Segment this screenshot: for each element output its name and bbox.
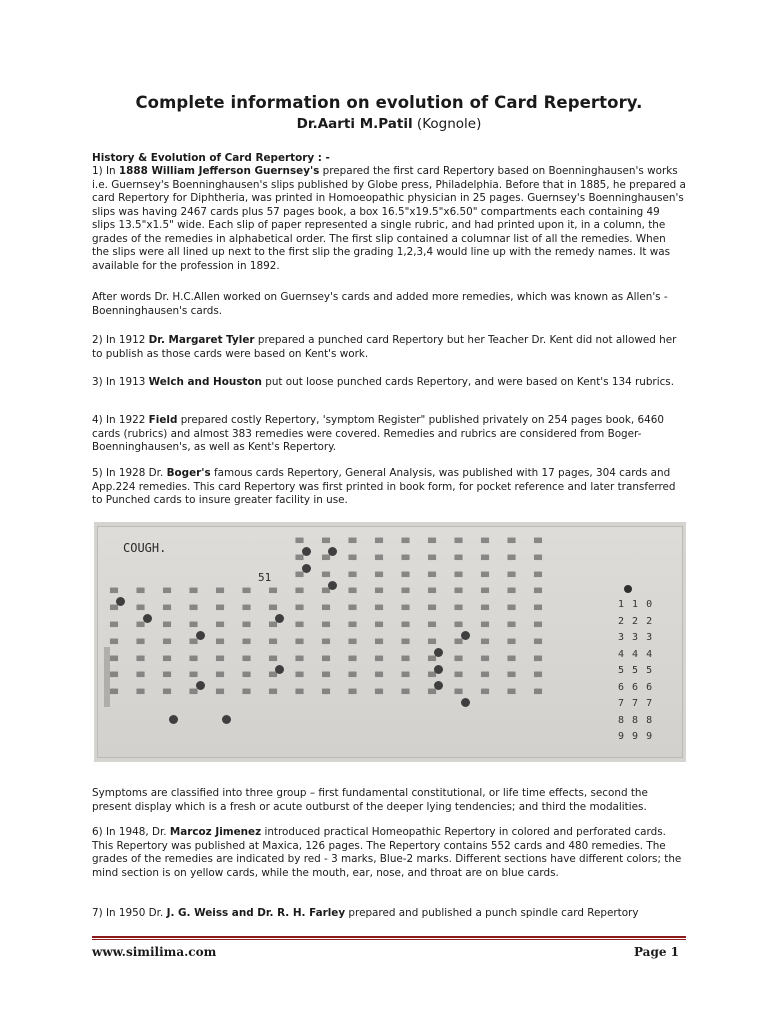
- card-remedy-abbrev: ████: [401, 572, 409, 578]
- paragraph-4: 3) In 1913 Welch and Houston put out loose punched cards Repertory, and were based on Kent's 134 rubrics.: [92, 376, 675, 388]
- card-remedy-abbrev: ████: [269, 623, 277, 628]
- card-remedy-abbrev: ████: [322, 555, 330, 561]
- card-remedy-abbrev: ████: [454, 572, 462, 578]
- card-side-number: 3 3 3: [618, 632, 654, 643]
- card-remedy-abbrev: ████: [428, 673, 436, 679]
- section-heading: History & Evolution of Card Repertory : -: [92, 152, 330, 164]
- card-remedy-abbrev: ████: [534, 606, 542, 612]
- card-remedy-abbrev: ████: [507, 690, 515, 696]
- card-remedy-abbrev: ████: [163, 606, 171, 612]
- card-punched-hole: [461, 631, 470, 640]
- card-remedy-abbrev: ████: [428, 589, 436, 595]
- card-remedy-abbrev: ████: [507, 606, 515, 612]
- footer-rule-thin: [92, 939, 686, 940]
- card-remedy-abbrev: ████: [481, 690, 489, 696]
- card-remedy-abbrev: ████: [295, 589, 303, 595]
- card-remedy-abbrev: ████: [269, 589, 277, 595]
- card-remedy-abbrev: ████: [507, 572, 515, 578]
- card-remedy-abbrev: ████: [242, 690, 250, 696]
- card-punched-hole: [434, 681, 443, 690]
- card-remedy-abbrev: ████: [269, 639, 277, 645]
- card-punched-hole: [434, 648, 443, 657]
- card-remedy-abbrev: ████: [216, 589, 224, 595]
- card-remedy-abbrev: ████: [375, 690, 383, 696]
- card-remedy-abbrev: ████: [295, 623, 303, 628]
- card-remedy-abbrev: ████: [242, 589, 250, 595]
- card-remedy-abbrev: ████: [375, 623, 383, 628]
- card-remedy-abbrev: ████: [110, 639, 118, 645]
- card-remedy-abbrev: ████: [481, 589, 489, 595]
- card-side-number: 1 1 0: [618, 599, 654, 610]
- card-side-number: 9 9 9: [618, 731, 654, 742]
- author-line: [92, 116, 686, 132]
- card-remedy-abbrev: ████: [322, 623, 330, 628]
- card-remedy-abbrev: ████: [136, 606, 144, 612]
- card-side-number: 8 8 8: [618, 714, 654, 726]
- card-remedy-abbrev: ████: [242, 656, 250, 662]
- card-remedy-abbrev: ████: [375, 572, 383, 578]
- card-remedy-abbrev: ████: [507, 639, 515, 645]
- card-remedy-abbrev: ████: [322, 639, 330, 645]
- card-remedy-abbrev: ████: [269, 673, 277, 679]
- card-remedy-abbrev: ████: [189, 623, 197, 628]
- card-side-number: 2 2 2: [618, 615, 654, 627]
- card-remedy-abbrev: ████: [189, 589, 197, 595]
- card-remedy-abbrev: ████: [269, 656, 277, 662]
- card-remedy-abbrev: ████: [322, 690, 330, 696]
- card-punched-hole: [143, 614, 152, 623]
- card-remedy-abbrev: ████: [507, 623, 515, 628]
- card-remedy-abbrev: ████: [189, 639, 197, 645]
- card-remedy-abbrev: ████: [269, 690, 277, 696]
- card-remedy-abbrev: ████: [507, 555, 515, 561]
- card-remedy-abbrev: ████: [295, 673, 303, 679]
- paragraph-3: 2) In 1912 Dr. Margaret Tyler prepared a punched card Repertory but her Teacher Dr. Kent did not allowed her to publish as those cards were based on Kent's work.: [92, 334, 677, 360]
- card-remedy-abbrev: ████: [348, 589, 356, 595]
- card-remedy-abbrev: ████: [163, 673, 171, 679]
- card-remedy-abbrev: ████: [322, 673, 330, 679]
- card-remedy-abbrev: ████: [375, 639, 383, 645]
- card-remedy-abbrev: ████: [242, 606, 250, 612]
- card-remedy-abbrev: ████: [269, 606, 277, 612]
- card-punched-hole: [275, 614, 284, 623]
- card-remedy-abbrev: ████: [375, 606, 383, 612]
- card-remedy-abbrev: ████: [242, 623, 250, 628]
- card-punched-hole: [328, 547, 337, 556]
- card-punched-hole: [302, 547, 311, 556]
- card-punched-hole: [196, 681, 205, 690]
- card-remedy-abbrev: ████: [348, 606, 356, 612]
- card-remedy-abbrev: ████: [110, 673, 118, 679]
- card-remedy-abbrev: ████: [110, 589, 118, 595]
- card-remedy-abbrev: ████: [428, 639, 436, 645]
- card-remedy-abbrev: ████: [348, 690, 356, 696]
- card-remedy-abbrev: ████: [454, 606, 462, 612]
- card-remedy-abbrev: ████: [163, 639, 171, 645]
- card-remedy-abbrev: ████: [375, 656, 383, 662]
- card-remedy-abbrev: ████: [428, 656, 436, 662]
- card-remedy-abbrev: ████: [136, 639, 144, 645]
- card-remedy-abbrev: ████: [163, 589, 171, 595]
- card-remedy-abbrev: ████: [189, 606, 197, 612]
- card-remedy-abbrev: ████: [163, 656, 171, 662]
- card-remedy-abbrev: ████: [242, 673, 250, 679]
- card-remedy-abbrev: ████: [216, 623, 224, 628]
- author-name: Dr.Aarti M.Patil: [296, 116, 413, 132]
- card-remedy-abbrev: ████: [322, 589, 330, 595]
- card-remedy-abbrev: ████: [189, 690, 197, 696]
- card-remedy-abbrev: ████: [401, 673, 409, 679]
- card-remedy-abbrev: ████: [348, 555, 356, 561]
- card-punched-hole: [328, 581, 337, 590]
- card-remedy-abbrev: ████: [454, 639, 462, 645]
- document-title: Complete information on evolution of Card Repertory.: [135, 93, 643, 112]
- card-remedy-abbrev: ████: [454, 673, 462, 679]
- card-remedy-abbrev: ████: [136, 673, 144, 679]
- paragraph-1: 1) In 1888 William Jefferson Guernsey's prepared the first card Repertory based on Boenninghausen's works i.e. Guernsey's Boenninghausen's slips published by Globe press, Philadelphia. Before that in 1885, he prepared a card Repertory for Diphtheria, was printed in Homoeopathic physician in 25 pages. Guernsey's Boenninghausen's slips was having 2467 cards plus 57 pages book, a box 16.5"x19.5"x6.50" compartments each containing 49 slips 13.5"x1.5" wide. Each slip of paper represented a single rubric, and had printed upon it, in a column, the grades of the remedies in alphabetical order. The first slip contained a columnar list of all the remedies. When the slips were all lined up next to the first slip the grading 1,2,3,4 would line up with the remedy names. It was available for the profession in 1892.: [92, 165, 686, 272]
- card-remedy-abbrev: ████: [375, 555, 383, 561]
- card-side-number: 5 5 5: [618, 665, 654, 676]
- footer-page-number: Page 1: [633, 945, 679, 959]
- card-remedy-abbrev: ████: [507, 673, 515, 679]
- card-remedy-abbrev: ████: [110, 690, 118, 696]
- card-remedy-abbrev: ████: [481, 572, 489, 578]
- card-remedy-abbrev: ████: [534, 639, 542, 645]
- card-remedy-abbrev: ████: [428, 606, 436, 612]
- card-remedy-abbrev: ████: [136, 589, 144, 595]
- card-remedy-abbrev: ████: [534, 623, 542, 628]
- card-remedy-abbrev: ████: [507, 589, 515, 595]
- card-remedy-abbrev: ████: [534, 589, 542, 595]
- card-remedy-abbrev: ████: [428, 690, 436, 696]
- card-remedy-abbrev: ████: [481, 539, 489, 544]
- card-remedy-abbrev: ████: [189, 656, 197, 662]
- card-remedy-abbrev: ████: [428, 555, 436, 561]
- card-remedy-abbrev: ████: [375, 589, 383, 595]
- card-remedy-abbrev: ████: [401, 606, 409, 612]
- card-punched-hole: [302, 564, 311, 573]
- card-remedy-abbrev: ████: [481, 673, 489, 679]
- card-remedy-abbrev: ████: [401, 656, 409, 662]
- card-remedy-abbrev: ████: [401, 589, 409, 595]
- card-remedy-abbrev: ████: [534, 539, 542, 544]
- card-remedy-abbrev: ████: [136, 690, 144, 696]
- card-remedy-abbrev: ████: [295, 656, 303, 662]
- card-remedy-abbrev: ████: [322, 606, 330, 612]
- paragraph-8: 6) In 1948, Dr. Marcoz Jimenez introduced practical Homeopathic Repertory in colored and perforated cards. This Repertory was published at Maxica, 126 pages. The Repertory contains 552 cards and 480 remedies. The grades of the remedies are indicated by red - 3 marks, Blue-2 marks. Different sections have different colors; the mind section is on yellow cards, while the mouth, ear, nose, and throat are on blue cards.: [92, 826, 682, 879]
- card-remedy-abbrev: ████: [295, 690, 303, 696]
- paragraph-2: After words Dr. H.C.Allen worked on Guernsey's cards and added more remedies, which was known as Allen's - Boenninghausen's cards.: [92, 291, 668, 317]
- card-remedy-abbrev: ████: [295, 539, 303, 544]
- card-punched-hole: [222, 715, 231, 724]
- card-remedy-abbrev: ████: [401, 690, 409, 696]
- paragraph-5: 4) In 1922 Field prepared costly Repertory, 'symptom Register" published privately on 254 pages book, 6460 cards (rubrics) and almost 383 remedies were covered. Remedies and rubrics are considered from Boger-Boenninghausen's, as well as Kent's Repertory.: [92, 414, 664, 453]
- card-remedy-abbrev: ████: [481, 639, 489, 645]
- card-remedy-abbrev: ████: [216, 639, 224, 645]
- card-remedy-abbrev: ████: [481, 606, 489, 612]
- card-punched-hole: [434, 665, 443, 674]
- card-remedy-abbrev: ████: [534, 673, 542, 679]
- card-remedy-abbrev: ████: [454, 623, 462, 628]
- card-punched-hole: [169, 715, 178, 724]
- card-remedy-abbrev: ████: [454, 656, 462, 662]
- card-remedy-abbrev: ████: [534, 572, 542, 578]
- card-remedy-abbrev: ████: [401, 623, 409, 628]
- paragraph-7: Symptoms are classified into three group – first fundamental constitutional, or life time effects, second the present display which is a fresh or acute outburst of the deeper lying tendencies; and third the modalities.: [92, 787, 648, 813]
- card-rubric-word: COUGH.: [123, 541, 167, 555]
- card-remedy-abbrev: ████: [375, 673, 383, 679]
- card-remedy-abbrev: ████: [295, 555, 303, 561]
- card-remedy-abbrev: ████: [348, 572, 356, 578]
- card-remedy-abbrev: ████: [110, 656, 118, 662]
- card-remedy-abbrev: ████: [216, 656, 224, 662]
- card-punched-hole: [116, 597, 125, 606]
- card-remedy-abbrev: ████: [454, 690, 462, 696]
- card-remedy-abbrev: ████: [454, 589, 462, 595]
- card-remedy-abbrev: ████: [348, 639, 356, 645]
- card-remedy-abbrev: ████: [481, 623, 489, 628]
- card-remedy-abbrev: ████: [295, 606, 303, 612]
- paragraph-9: 7) In 1950 Dr. J. G. Weiss and Dr. R. H. Farley prepared and published a punch spindle card Repertory: [92, 907, 639, 919]
- card-remedy-abbrev: ████: [322, 539, 330, 544]
- punched-card-image: [94, 522, 686, 762]
- card-remedy-abbrev: ████: [348, 623, 356, 628]
- card-number: 51: [258, 571, 272, 584]
- card-remedy-abbrev: ████: [136, 623, 144, 628]
- card-remedy-abbrev: ████: [507, 656, 515, 662]
- card-remedy-abbrev: ████: [428, 572, 436, 578]
- card-remedy-abbrev: ████: [348, 673, 356, 679]
- card-remedy-abbrev: ████: [136, 656, 144, 662]
- card-remedy-abbrev: ████: [216, 673, 224, 679]
- card-remedy-abbrev: ████: [242, 639, 250, 645]
- footer-website: www.similima.com: [92, 945, 217, 959]
- footer-rule: [92, 936, 686, 938]
- paragraph-6: 5) In 1928 Dr. Boger's famous cards Repertory, General Analysis, was published with 17 pages, 304 cards and App.224 remedies. This card Repertory was first printed in book form, for pocket reference and later transferred to Punched cards to insure greater facility in use.: [92, 467, 676, 506]
- card-side-hole: [624, 585, 632, 593]
- author-affiliation: (Kognole): [416, 116, 482, 132]
- card-remedy-abbrev: ████: [189, 673, 197, 679]
- card-remedy-abbrev: ████: [401, 639, 409, 645]
- card-remedy-abbrev: ████: [454, 539, 462, 544]
- card-remedy-abbrev: ████: [454, 555, 462, 561]
- card-side-number: 4 4 4: [618, 648, 654, 660]
- card-side-number: 7 7 7: [618, 698, 654, 709]
- card-remedy-abbrev: ████: [534, 656, 542, 662]
- card-remedy-abbrev: ████: [216, 606, 224, 612]
- card-remedy-abbrev: ████: [481, 656, 489, 662]
- card-remedy-abbrev: ████: [110, 606, 118, 612]
- card-remedy-abbrev: ████: [375, 539, 383, 544]
- card-remedy-abbrev: ████: [295, 572, 303, 578]
- card-remedy-abbrev: ████: [401, 539, 409, 544]
- card-remedy-abbrev: ████: [348, 656, 356, 662]
- card-side-number: 6 6 6: [618, 681, 654, 693]
- card-remedy-abbrev: ████: [348, 539, 356, 544]
- card-remedy-abbrev: ████: [428, 539, 436, 544]
- card-remedy-abbrev: ████: [534, 555, 542, 561]
- card-remedy-abbrev: ████: [295, 639, 303, 645]
- card-punched-hole: [461, 698, 470, 707]
- card-remedy-abbrev: ████: [428, 623, 436, 628]
- card-remedy-abbrev: ████: [481, 555, 489, 561]
- card-punched-hole: [196, 631, 205, 640]
- card-remedy-abbrev: ████: [163, 690, 171, 696]
- card-remedy-abbrev: ████: [110, 623, 118, 628]
- card-remedy-abbrev: ████: [322, 656, 330, 662]
- card-remedy-abbrev: ████: [322, 572, 330, 578]
- card-remedy-abbrev: ████: [163, 623, 171, 628]
- card-remedy-abbrev: ████: [216, 690, 224, 696]
- card-remedy-abbrev: ████: [507, 539, 515, 544]
- card-remedy-abbrev: ████: [534, 690, 542, 696]
- card-remedy-abbrev: ████: [401, 555, 409, 561]
- card-punched-hole: [275, 665, 284, 674]
